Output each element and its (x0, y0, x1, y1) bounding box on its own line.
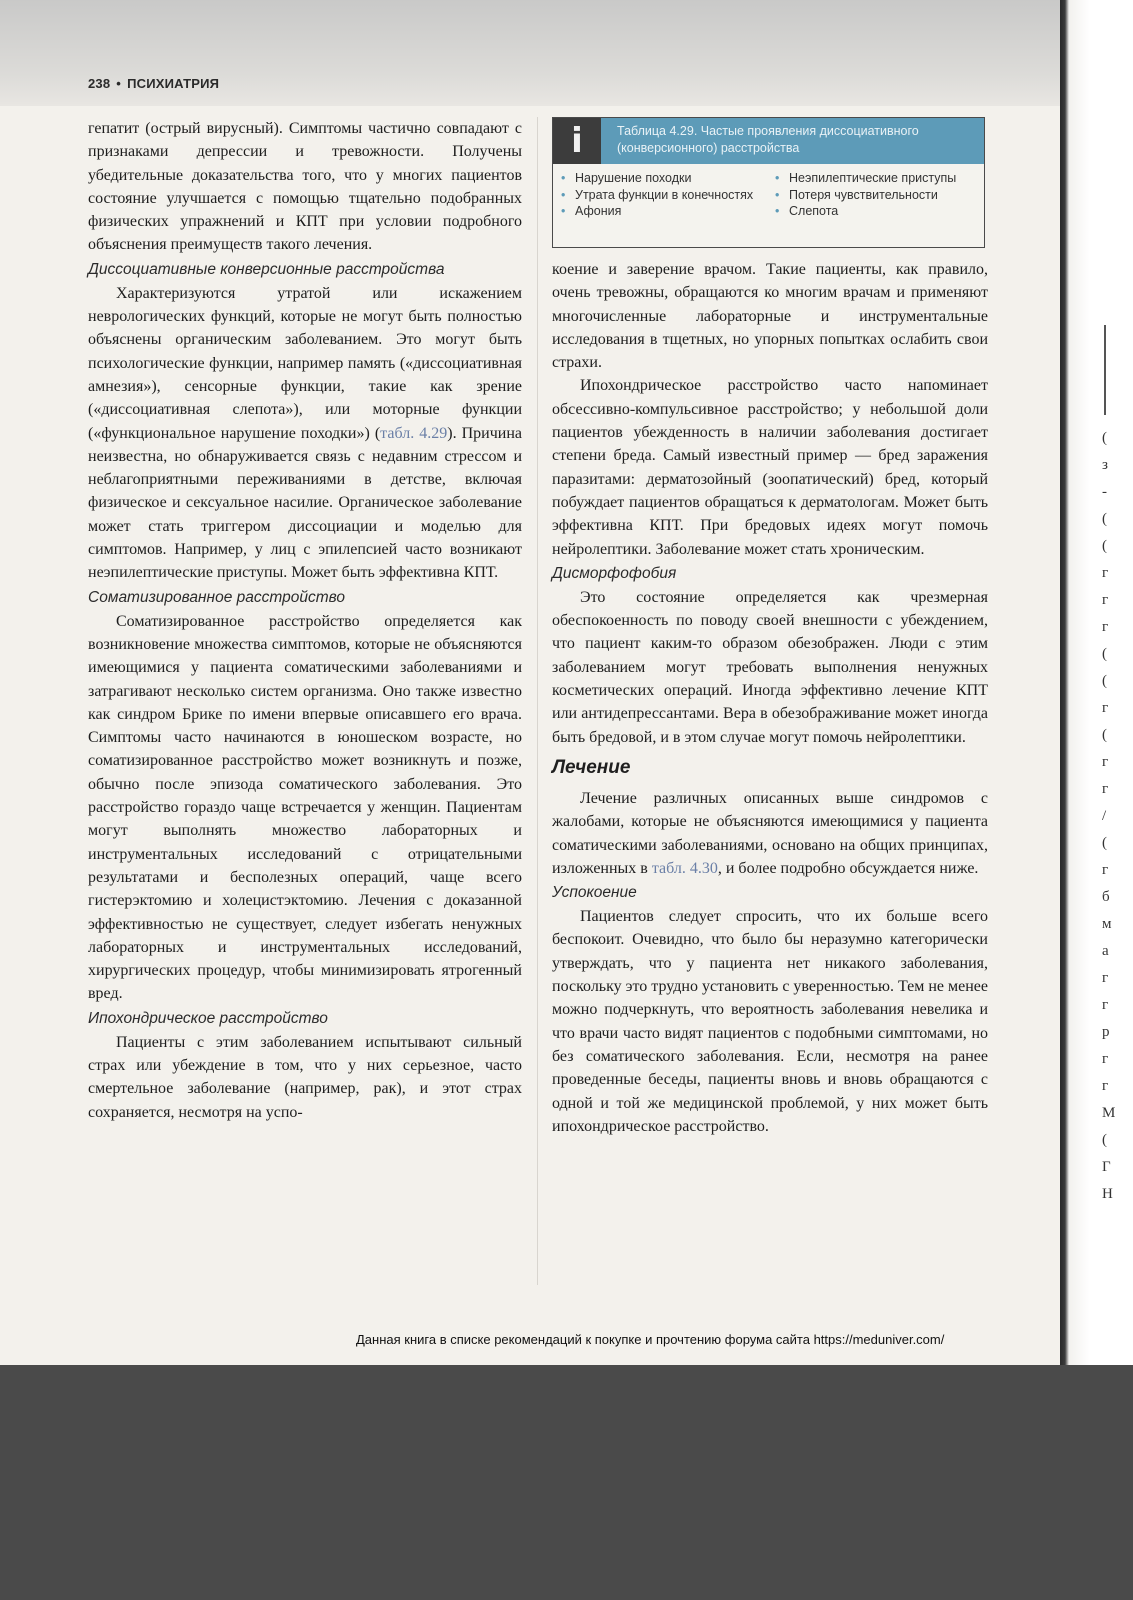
item-text: Утрата функции в конечностях (575, 187, 754, 202)
edge-char: ( (1102, 511, 1107, 527)
edge-char: б (1102, 889, 1110, 905)
edge-char: г (1102, 1051, 1109, 1067)
paragraph: гепатит (острый вирусный). Симптомы частично совпадают с признаками депрессии и тревожности. Получены убедительные доказательства того, что у многих пациентов состояние улучшается с помощью тщательно подобранных физических упражнений и КПТ при условии подробного объяснения преимуществ такого лечения. (88, 120, 522, 254)
edge-char: ( (1102, 430, 1107, 446)
paragraph: Пациенты с этим заболеванием испытывают сильный страх или убеждение в том, что у них серьезное, часто смертельное заболевание (например, рак), и этот страх сохраняется, несмотря на успо- (88, 1033, 522, 1121)
section-heading-dissociative: Диссоциативные конверсионные расстройства (88, 260, 445, 278)
table-header (553, 118, 984, 164)
section-heading-dysmorphophobia: Дисморфофобия (552, 564, 677, 582)
edge-char: М (1102, 1105, 1116, 1121)
edge-char: г (1102, 754, 1109, 770)
item-text: Неэпилептические приступы (789, 171, 957, 185)
edge-rule (1104, 325, 1106, 415)
item-text: Потеря чувствительности (789, 187, 938, 202)
section-heading-somatization: Соматизированное расстройство (88, 588, 346, 606)
paragraph: коение и заверение врачом. Такие пациенты, как правило, очень тревожны, обращаются ко многим врачам и применяют многочисленные лабораторные и инструментальные исследования в тщетных, но упорных попытках ослабить свои страхи. (552, 261, 988, 372)
text: Лечение различных описанных выше синдромов с жалобами, которые не объясняются имеющимися у пациента соматическими заболеваниями, основано на общих принципах, изложенных в (552, 789, 988, 877)
edge-char: г (1102, 781, 1109, 797)
edge-char: Н (1102, 1186, 1113, 1202)
paragraph (88, 282, 522, 585)
bullet-icon: • (775, 187, 780, 202)
edge-char: г (1102, 619, 1109, 635)
edge-char: ( (1102, 673, 1107, 689)
footer-note: Данная книга в списке рекомендаций к покупке и прочтению форума сайта https://meduniver.com/ (356, 1332, 945, 1347)
bullet-icon: • (561, 171, 566, 185)
item-text: Афония (575, 204, 622, 218)
edge-char: з (1102, 457, 1108, 473)
edge-char: г (1102, 862, 1109, 878)
item-text: Нарушение походки (575, 171, 692, 185)
edge-char: г (1102, 1078, 1109, 1094)
section-heading-hypochondria: Ипохондрическое расстройство (88, 1009, 328, 1027)
bullet-icon: • (561, 204, 566, 218)
edge-char: ( (1102, 1132, 1107, 1148)
section-heading-reassurance: Успокоение (552, 884, 637, 902)
text: ). Причина неизвестна, но обнаруживается связь с недавним стрессом и неблагоприятными переживаниями в детстве, включая физическое и сексуальное насилие. Органическое заболевание может стать триггером диссоциации и моделью для симптомов. Например, у лиц с эпилепсией часто возникают неэпилептические приступы. Может быть эффективна КПТ. (88, 424, 522, 582)
edge-char: г (1102, 700, 1109, 716)
item-text: Слепота (789, 204, 839, 218)
bullet-icon: • (775, 171, 780, 185)
edge-char: г (1102, 970, 1109, 986)
edge-char: ( (1102, 835, 1107, 851)
edge-char: р (1102, 1024, 1110, 1040)
section-heading-treatment: Лечение (552, 756, 631, 778)
edge-char: ( (1102, 646, 1107, 662)
table-list-item (775, 170, 980, 187)
edge-char: ( (1102, 538, 1107, 554)
paragraph: Это состояние определяется как чрезмерная обеспокоенность по поводу своей внешности с убеждением, что пациент каким-то образом обезображен. Люди с этим заболеванием могут требовать выполнения ненужных косметических операций. Иногда эффективно лечение КПТ или антидепрессантами. Вера в обезображивание может иногда быть бредовой, и в этом случае могут помочь нейролептики. (552, 588, 988, 746)
bullet-icon: • (775, 204, 780, 218)
info-icon: i (553, 118, 601, 164)
edge-char: а (1102, 943, 1109, 959)
column-divider (537, 117, 538, 1285)
table-list-item (561, 187, 761, 204)
edge-char: ( (1102, 727, 1107, 743)
table-list-item (561, 170, 761, 187)
left-column (88, 117, 522, 1124)
table-title: Таблица 4.29. Частые проявления диссоциативного (конверсионного) расстройства (617, 124, 919, 155)
edge-char: г (1102, 592, 1109, 608)
edge-char: / (1102, 808, 1107, 824)
edge-char: м (1102, 916, 1112, 932)
chapter-title: ПСИХИАТРИЯ (127, 76, 220, 91)
edge-char: г (1102, 997, 1109, 1013)
table-list-item (775, 203, 980, 220)
bullet-icon: • (561, 187, 566, 202)
text: Характеризуются утратой или искажением неврологических функций, которые не могут быть полностью объяснены органическим заболеванием. Это могут быть психологические функции, например память («диссоциативная амнезия»), сенсорные функции, такие как зрение («диссоциативная слепота»), или моторные функции («функциональное нарушение походки») ( (88, 284, 522, 442)
paragraph: Пациентов следует спросить, что их больше всего беспокоит. Очевидно, что было бы неразумно категорически утверждать, что у пациента нет никакого заболевания, поскольку это трудно установить с уверенностью. Тем не менее можно подчеркнуть, что вероятность заболевания невелика и что врачи часто видят пациентов с подобными симптомами, но без соматического заболевания. Если, несмотря на ранее проведенные беседы, пациенты вновь и вновь обращаются с одной и той же медицинской проблемой, у них может быть ипохондрическое расстройство. (552, 908, 988, 1135)
table-list-item (775, 187, 980, 204)
table-reference-link[interactable]: табл. 4.30 (651, 859, 718, 877)
running-head (88, 76, 219, 91)
paragraph: Соматизированное расстройство определяется как возникновение множества симптомов, которые не объясняются имеющимися у пациента соматическими заболеваниями и затрагивают несколько систем организма. Оно также известно как синдром Брике по имени впервые описавшего его врача. Симптомы часто начинаются в юношеском возрасте, но соматизированное расстройство может возникнуть и позже, обычно после эпизода соматического заболевания. Это расстройство гораздо чаще встречается у женщин. Пациентам могут выполнять множество лабораторных и инструментальных исследований с отрицательными результатами и бесполезных операций, чаще всего гистерэктомию и холецистэктомию. Лечения с доказанной эффективностью не существует, следует избегать ненужных лабораторных и инструментальных исследований, хирургических процедур, чтобы минимизировать ятрогенный вред. (88, 612, 522, 1003)
edge-char: - (1102, 484, 1107, 500)
table-list-item (561, 203, 761, 220)
header-separator: • (116, 76, 122, 91)
table-reference-link[interactable]: табл. 4.29 (380, 424, 448, 442)
edge-char: г (1102, 565, 1109, 581)
scanner-background (0, 1365, 1133, 1600)
page-number: 238 (88, 76, 111, 91)
edge-char: Г (1102, 1159, 1111, 1175)
next-page-edge (1060, 0, 1133, 1365)
table-4-29 (552, 117, 985, 248)
right-column (552, 258, 988, 1138)
text: , и более подробно обсуждается ниже. (717, 859, 979, 877)
table-column-2 (775, 170, 980, 220)
paragraph (552, 787, 988, 880)
table-column-1 (561, 170, 761, 220)
paragraph: Ипохондрическое расстройство часто напоминает обсессивно-компульсивное расстройство; у небольшой доли пациентов убежденность в наличии заболевания достигает степени бреда. Самый известный пример — бред заражения паразитами: дерматозойный (зоопатический) бред, который побуждает пациентов обращаться к дерматологам. Может быть эффективна КПТ. При бредовых идеях могут помочь нейролептики. Заболевание может стать хроническим. (552, 377, 988, 558)
